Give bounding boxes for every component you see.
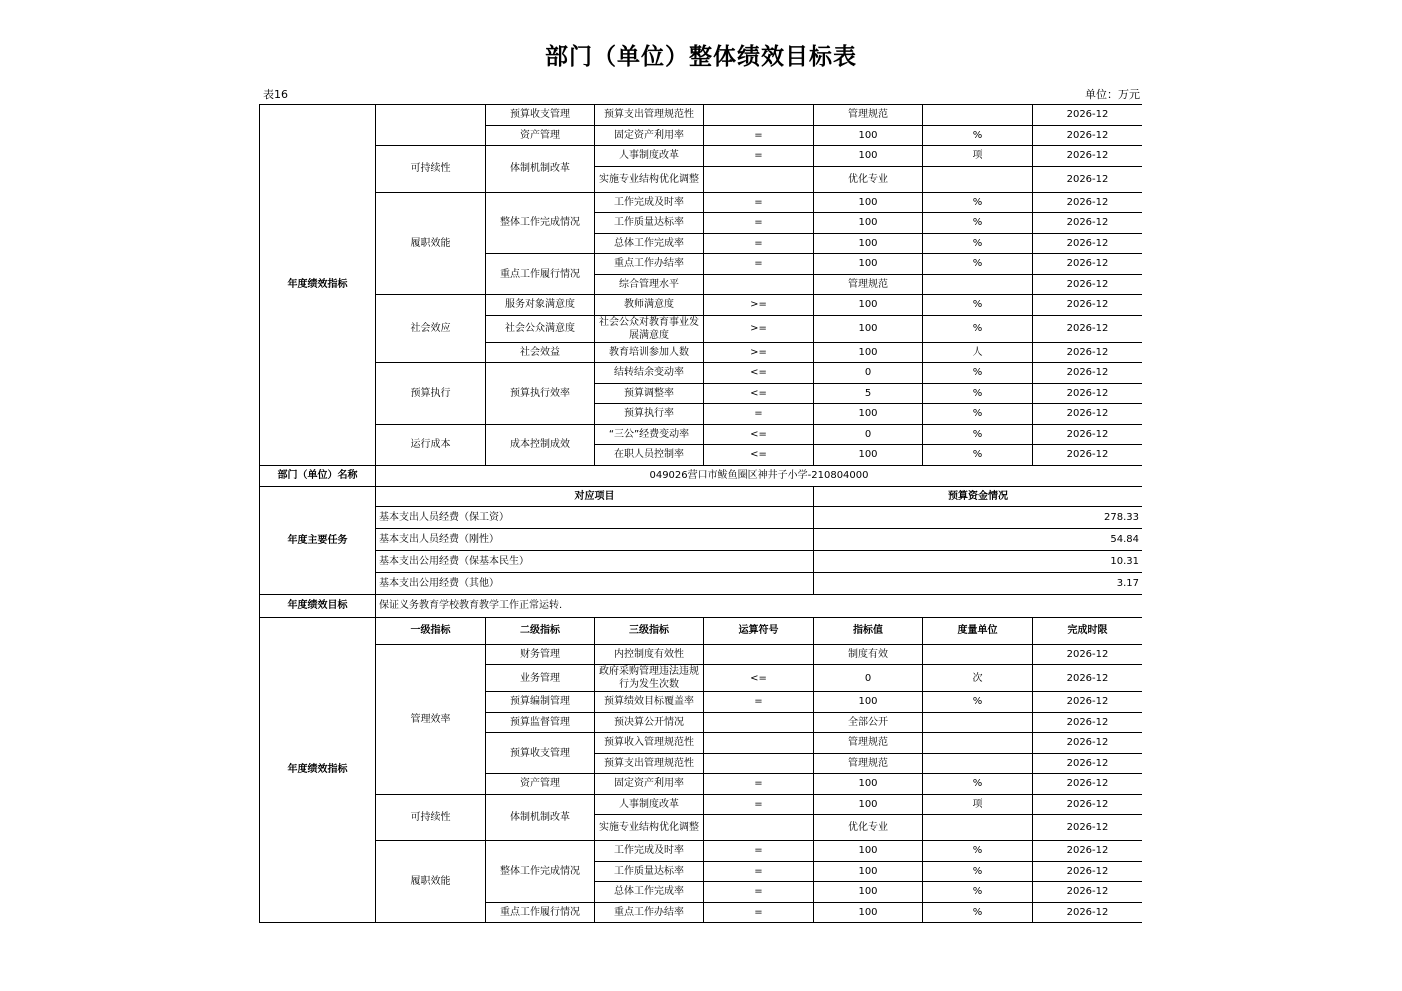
- level3-indicator: 实施专业结构优化调整: [595, 815, 704, 841]
- level3-indicator: 教师满意度: [595, 295, 704, 316]
- level3-indicator: 教育培训参加人数: [595, 342, 704, 363]
- operator: =: [704, 146, 814, 167]
- operator: =: [704, 213, 814, 234]
- operator: [704, 815, 814, 841]
- deadline: 2026-12: [1033, 363, 1143, 384]
- level2-indicator: 社会效益: [486, 342, 595, 363]
- task-amount: 54.84: [814, 528, 1143, 550]
- page-title: 部门（单位）整体绩效目标表: [545, 44, 857, 70]
- level2-indicator: 重点工作履行情况: [486, 254, 595, 295]
- operator: [704, 105, 814, 126]
- level2-indicator: 社会公众满意度: [486, 315, 595, 342]
- target-value: 100: [814, 902, 923, 923]
- performance-table: [259, 104, 1142, 923]
- task-row: [260, 572, 1143, 594]
- level2-indicator: 资产管理: [486, 125, 595, 146]
- goal-label: 年度绩效目标: [260, 594, 376, 617]
- deadline: 2026-12: [1033, 295, 1143, 316]
- task-amount: 278.33: [814, 506, 1143, 528]
- level1-indicator: 可持续性: [376, 794, 486, 841]
- level3-indicator: 实施专业结构优化调整: [595, 166, 704, 192]
- measure-unit: %: [923, 404, 1033, 425]
- level3-indicator: 预算支出管理规范性: [595, 753, 704, 774]
- operator: <=: [704, 445, 814, 466]
- level1-indicator: 可持续性: [376, 146, 486, 193]
- level2-indicator: 预算监督管理: [486, 712, 595, 733]
- level3-indicator: 工作完成及时率: [595, 192, 704, 213]
- level2-indicator: 体制机制改革: [486, 794, 595, 841]
- level1-indicator: 管理效率: [376, 644, 486, 794]
- measure-unit: %: [923, 254, 1033, 275]
- measure-unit: %: [923, 692, 1033, 713]
- level1-indicator: 社会效应: [376, 295, 486, 363]
- target-value: 管理规范: [814, 753, 923, 774]
- task-name: 基本支出公用经费（其他）: [376, 572, 814, 594]
- operator: =: [704, 902, 814, 923]
- deadline: 2026-12: [1033, 233, 1143, 254]
- operator: =: [704, 692, 814, 713]
- measure-unit: [923, 712, 1033, 733]
- target-value: 100: [814, 146, 923, 167]
- section-label: 年度绩效指标: [260, 617, 376, 923]
- operator: <=: [704, 383, 814, 404]
- column-header: 完成时限: [1033, 617, 1143, 644]
- measure-unit: %: [923, 295, 1033, 316]
- task-name: 基本支出人员经费（保工资）: [376, 506, 814, 528]
- deadline: 2026-12: [1033, 404, 1143, 425]
- indicator-row: [260, 105, 1143, 126]
- budget-header: 预算资金情况: [814, 486, 1143, 506]
- deadline: 2026-12: [1033, 383, 1143, 404]
- indicator-row: [260, 192, 1143, 213]
- column-header: 三级指标: [595, 617, 704, 644]
- measure-unit: %: [923, 861, 1033, 882]
- operator: <=: [704, 665, 814, 692]
- level3-indicator: 综合管理水平: [595, 274, 704, 295]
- level2-indicator: 预算收支管理: [486, 105, 595, 126]
- target-value: 制度有效: [814, 644, 923, 665]
- goal-text: 保证义务教育学校教育教学工作正常运转.: [376, 594, 1143, 617]
- target-value: 优化专业: [814, 815, 923, 841]
- level2-indicator: 财务管理: [486, 644, 595, 665]
- level3-indicator: 总体工作完成率: [595, 882, 704, 903]
- task-name: 基本支出人员经费（刚性）: [376, 528, 814, 550]
- operator: [704, 166, 814, 192]
- deadline: 2026-12: [1033, 213, 1143, 234]
- task-row: [260, 528, 1143, 550]
- target-value: 100: [814, 861, 923, 882]
- target-value: 100: [814, 295, 923, 316]
- level3-indicator: 预算支出管理规范性: [595, 105, 704, 126]
- target-value: 100: [814, 841, 923, 862]
- deadline: 2026-12: [1033, 445, 1143, 466]
- deadline: 2026-12: [1033, 665, 1143, 692]
- deadline: 2026-12: [1033, 712, 1143, 733]
- operator: <=: [704, 424, 814, 445]
- indicator-row: [260, 295, 1143, 316]
- deadline: 2026-12: [1033, 733, 1143, 754]
- measure-unit: %: [923, 774, 1033, 795]
- target-value: 100: [814, 445, 923, 466]
- measure-unit: 次: [923, 665, 1033, 692]
- measure-unit: [923, 644, 1033, 665]
- operator: =: [704, 861, 814, 882]
- deadline: 2026-12: [1033, 424, 1143, 445]
- target-value: 0: [814, 665, 923, 692]
- level2-indicator: 预算收支管理: [486, 733, 595, 774]
- indicator-row: [260, 424, 1143, 445]
- level2-indicator: 预算编制管理: [486, 692, 595, 713]
- indicator-row: [260, 363, 1143, 384]
- measure-unit: %: [923, 213, 1033, 234]
- operator: [704, 712, 814, 733]
- tasks-label: 年度主要任务: [260, 486, 376, 594]
- level1-indicator: 履职效能: [376, 841, 486, 923]
- level3-indicator: 人事制度改革: [595, 146, 704, 167]
- measure-unit: %: [923, 315, 1033, 342]
- level3-indicator: 预决算公开情况: [595, 712, 704, 733]
- level3-indicator: 工作完成及时率: [595, 841, 704, 862]
- operator: [704, 733, 814, 754]
- level3-indicator: 社会公众对教育事业发展满意度: [595, 315, 704, 342]
- operator: =: [704, 841, 814, 862]
- target-value: 100: [814, 882, 923, 903]
- operator: =: [704, 254, 814, 275]
- target-value: 0: [814, 363, 923, 384]
- deadline: 2026-12: [1033, 342, 1143, 363]
- section-label: 年度绩效指标: [260, 105, 376, 466]
- measure-unit: [923, 815, 1033, 841]
- deadline: 2026-12: [1033, 192, 1143, 213]
- operator: [704, 644, 814, 665]
- column-header: 一级指标: [376, 617, 486, 644]
- task-row: [260, 506, 1143, 528]
- measure-unit: %: [923, 192, 1033, 213]
- measure-unit: %: [923, 125, 1033, 146]
- target-value: 全部公开: [814, 712, 923, 733]
- deadline: 2026-12: [1033, 815, 1143, 841]
- level2-indicator: 服务对象满意度: [486, 295, 595, 316]
- measure-unit: [923, 166, 1033, 192]
- performance-sheet: [259, 104, 1142, 944]
- level3-indicator: 工作质量达标率: [595, 213, 704, 234]
- task-amount: 10.31: [814, 550, 1143, 572]
- indicator-row: [260, 644, 1143, 665]
- level3-indicator: 工作质量达标率: [595, 861, 704, 882]
- column-header: 指标值: [814, 617, 923, 644]
- deadline: 2026-12: [1033, 146, 1143, 167]
- task-name: 基本支出公用经费（保基本民生）: [376, 550, 814, 572]
- measure-unit: %: [923, 882, 1033, 903]
- operator: >=: [704, 315, 814, 342]
- level2-indicator: 成本控制成效: [486, 424, 595, 465]
- target-value: 5: [814, 383, 923, 404]
- deadline: 2026-12: [1033, 841, 1143, 862]
- deadline: 2026-12: [1033, 274, 1143, 295]
- level3-indicator: 预算调整率: [595, 383, 704, 404]
- deadline: 2026-12: [1033, 902, 1143, 923]
- level3-indicator: 固定资产利用率: [595, 774, 704, 795]
- target-value: 管理规范: [814, 274, 923, 295]
- task-row: [260, 550, 1143, 572]
- target-value: 100: [814, 192, 923, 213]
- target-value: 100: [814, 213, 923, 234]
- target-value: 管理规范: [814, 733, 923, 754]
- target-value: 100: [814, 315, 923, 342]
- level3-indicator: 在职人员控制率: [595, 445, 704, 466]
- deadline: 2026-12: [1033, 644, 1143, 665]
- target-value: 100: [814, 254, 923, 275]
- operator: =: [704, 794, 814, 815]
- measure-unit: 项: [923, 146, 1033, 167]
- indicator-row: [260, 794, 1143, 815]
- level1-indicator: 履职效能: [376, 192, 486, 295]
- level3-indicator: 预算执行率: [595, 404, 704, 425]
- level2-indicator: 整体工作完成情况: [486, 192, 595, 254]
- measure-unit: %: [923, 233, 1033, 254]
- target-value: 100: [814, 342, 923, 363]
- level3-indicator: 预算绩效目标覆盖率: [595, 692, 704, 713]
- level3-indicator: 预算收入管理规范性: [595, 733, 704, 754]
- measure-unit: 人: [923, 342, 1033, 363]
- operator: =: [704, 882, 814, 903]
- target-value: 100: [814, 692, 923, 713]
- level1-indicator: 预算执行: [376, 363, 486, 425]
- target-value: 100: [814, 404, 923, 425]
- operator: =: [704, 125, 814, 146]
- dept-name: 049026营口市鲅鱼圈区神井子小学-210804000: [376, 465, 1143, 486]
- level2-indicator: 体制机制改革: [486, 146, 595, 193]
- level3-indicator: 固定资产利用率: [595, 125, 704, 146]
- measure-unit: %: [923, 383, 1033, 404]
- level1-indicator: 运行成本: [376, 424, 486, 465]
- target-value: 管理规范: [814, 105, 923, 126]
- goal-row: [260, 594, 1143, 617]
- level3-indicator: “三公”经费变动率: [595, 424, 704, 445]
- level2-indicator: 整体工作完成情况: [486, 841, 595, 903]
- indicator-row: [260, 146, 1143, 167]
- deadline: 2026-12: [1033, 105, 1143, 126]
- measure-unit: [923, 753, 1033, 774]
- deadline: 2026-12: [1033, 166, 1143, 192]
- level1-indicator: [376, 105, 486, 146]
- deadline: 2026-12: [1033, 315, 1143, 342]
- level3-indicator: 重点工作办结率: [595, 254, 704, 275]
- column-header: 运算符号: [704, 617, 814, 644]
- measure-unit: [923, 105, 1033, 126]
- measure-unit: %: [923, 902, 1033, 923]
- unit-label: 单位：万元: [1085, 88, 1140, 101]
- operator: >=: [704, 342, 814, 363]
- level2-indicator: 重点工作履行情况: [486, 902, 595, 923]
- operator: [704, 274, 814, 295]
- level3-indicator: 总体工作完成率: [595, 233, 704, 254]
- operator: =: [704, 192, 814, 213]
- deadline: 2026-12: [1033, 692, 1143, 713]
- dept-label: 部门（单位）名称: [260, 465, 376, 486]
- target-value: 100: [814, 125, 923, 146]
- operator: =: [704, 233, 814, 254]
- level2-indicator: 资产管理: [486, 774, 595, 795]
- deadline: 2026-12: [1033, 882, 1143, 903]
- level3-indicator: 内控制度有效性: [595, 644, 704, 665]
- target-value: 0: [814, 424, 923, 445]
- level2-indicator: 业务管理: [486, 665, 595, 692]
- measure-unit: [923, 733, 1033, 754]
- measure-unit: %: [923, 424, 1033, 445]
- level3-indicator: 政府采购管理违法违规行为发生次数: [595, 665, 704, 692]
- operator: =: [704, 404, 814, 425]
- operator: [704, 753, 814, 774]
- indicator-header-row: [260, 617, 1143, 644]
- level3-indicator: 重点工作办结率: [595, 902, 704, 923]
- deadline: 2026-12: [1033, 125, 1143, 146]
- column-header: 二级指标: [486, 617, 595, 644]
- deadline: 2026-12: [1033, 254, 1143, 275]
- operator: =: [704, 774, 814, 795]
- target-value: 100: [814, 794, 923, 815]
- operator: >=: [704, 295, 814, 316]
- deadline: 2026-12: [1033, 794, 1143, 815]
- level3-indicator: 结转结余变动率: [595, 363, 704, 384]
- measure-unit: %: [923, 841, 1033, 862]
- level3-indicator: 人事制度改革: [595, 794, 704, 815]
- target-value: 100: [814, 774, 923, 795]
- measure-unit: %: [923, 445, 1033, 466]
- task-header-row: [260, 486, 1143, 506]
- deadline: 2026-12: [1033, 861, 1143, 882]
- deadline: 2026-12: [1033, 774, 1143, 795]
- table-number: 表16: [263, 88, 288, 101]
- column-header: 度量单位: [923, 617, 1033, 644]
- project-header: 对应项目: [376, 486, 814, 506]
- deadline: 2026-12: [1033, 753, 1143, 774]
- indicator-row: [260, 841, 1143, 862]
- measure-unit: %: [923, 363, 1033, 384]
- target-value: 100: [814, 233, 923, 254]
- measure-unit: 项: [923, 794, 1033, 815]
- measure-unit: [923, 274, 1033, 295]
- dept-row: [260, 465, 1143, 486]
- level2-indicator: 预算执行效率: [486, 363, 595, 425]
- operator: <=: [704, 363, 814, 384]
- target-value: 优化专业: [814, 166, 923, 192]
- task-amount: 3.17: [814, 572, 1143, 594]
